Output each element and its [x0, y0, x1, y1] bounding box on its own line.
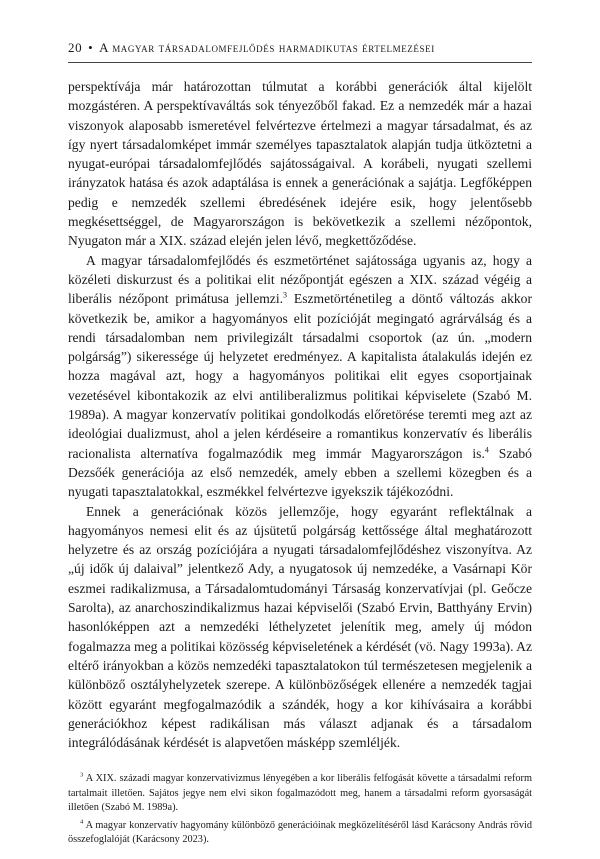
- header-separator: •: [88, 40, 94, 55]
- paragraph-text: Szabó Dezsőék generációja az első nemzedék, amely ebben a szellemi közegben és a nyugati tapasztalatokkal, eszmékkel felvértezve igyekszik tájékozódni.: [68, 445, 532, 500]
- paragraph-text: perspektívája már határozottan túlmutat a korábbi generációk által kijelölt mozgástéren. A perspektívaváltás sok tényezőből fakad. Ez a nemzedék már a hazai viszonyok alaposabb ismeretével felvértezve értelmezi a magyar társadalmat, és az így nyert társadalomképet immár személyes tapasztalatok alapján tudja ütköztetni a nyugat-európai társadalomfejlődés sajátosságaival. A korábeli, nyugati szellemi irányzatok hatása és azok adaptálása is ennek a generációnak a sajátja. Legfőképpen pedig e nemzedék szellemi ébredésének idejére esik, hogy jelentősebb megkésettséggel, de Magyarországon is bekövetkezik a szellemi nézőpontok, Nyugaton már a XIX. század elején jelen lévő, megkettőződése.: [68, 79, 532, 249]
- footnote-text: A magyar konzervatív hagyomány különböző generációinak megközelítéséről lásd Karácsony András rövid összefoglalóját (Karácsony 2023).: [68, 819, 532, 846]
- footnotes: [68, 772, 532, 847]
- paragraph-text: Ennek a generációnak közös jellemzője, hogy egyaránt reflektálnak a hagyományos nemesi elit és az újsütetű polgárság kettőssége által meghatározott helyzetre és az ország pozíciójára a nyugati társadalomfejlődéshez viszonyítva. Az „új idők új dalaival” jelentkező Ady, a nyugatosok új nemzedéke, a Vasárnapi Kör eszmei radikalizmusa, a Társadalomtudományi Társaság konzervatívjai (pl. Geőcze Sarolta), az anarchoszindikalizmus hazai képviselői (Szabó Ervin, Batthyány Ervin) hasonlóképpen azt a nemzedéki léthelyzetet jelenítik meg, amely új módon fogalmazza meg a politikai közösség képviseletének a kérdését (vö. Nagy 1993a). Az eltérő irányokban a közös nemzedéki tapasztalatokon túl természetesen megjelenik a különböző osztályhelyzetek szerepe. A különbözőségek ellenére a nemzedék tagjai között egyaránt megfogalmazódik a szándék, hogy a kor kihívásaira a korábbi generációkhoz képest radikálisan más választ adjanak és a társadalom integrálódásának kérdését is alapvetően másképp szemléljék.: [68, 503, 532, 751]
- footnote-number: 4: [80, 818, 84, 826]
- running-head: [68, 40, 532, 56]
- footnote-text: A XIX. századi magyar konzervativizmus lényegében a kor liberális felfogását követte a társadalmi reform tartalmait illetően. Sajátos jegye nem elvi sikon fogalmazódott meg, hanem a társadalmi reform gyorsaságát illetően (Szabó M. 1989a).: [68, 773, 532, 814]
- footnote-number: 3: [80, 771, 84, 779]
- running-title: A magyar társadalomfejlődés harmadikutas értelmezései: [99, 40, 435, 55]
- paragraph-3: [68, 502, 532, 753]
- footnote-3: [68, 772, 532, 815]
- page-number: 20: [68, 40, 83, 55]
- footnote-ref-3[interactable]: 3: [283, 290, 288, 300]
- paragraph-2: [68, 251, 532, 502]
- footnote-4: [68, 819, 532, 848]
- paragraph-text: Eszmetörténetileg a döntő változás akkor következik be, amikor a hagyományos elit pozícióját megingató agrárválság és a rendi társadalomban nem privilegizált társadalmi csoportok (az ún. „modern polgárság”) sikeressége új helyzetet eredményez. A kapitalista átalakulás idején ez hozza magával azt, hogy a hagyományos politikai elit egyes csoportjainak vezetésével kibontakozik az elvi antiliberalizmus politikai képviselete (Szabó M. 1989a). A magyar konzervatív politikai gondolkodás előretörése teremti meg azt az ideológiai dualizmust, ahol a jelen kérdéseire a romantikus konzervatív és liberális racionalista alternatíva fogalmazódik meg immár Magyarországon is.: [68, 291, 532, 461]
- footnote-ref-4[interactable]: 4: [484, 445, 489, 455]
- header-rule: [68, 62, 532, 63]
- paragraph-text: A magyar társadalomfejlődés és eszmetörténet sajátossága ugyanis az, hogy a közéleti diskurzust és a politikai elit nézőpontját egészen a XIX. század végéig a liberális nézőpont primátusa jellemzi.: [68, 252, 532, 307]
- paragraph-1: [68, 77, 532, 251]
- body-text: [68, 77, 532, 752]
- page: [68, 40, 532, 850]
